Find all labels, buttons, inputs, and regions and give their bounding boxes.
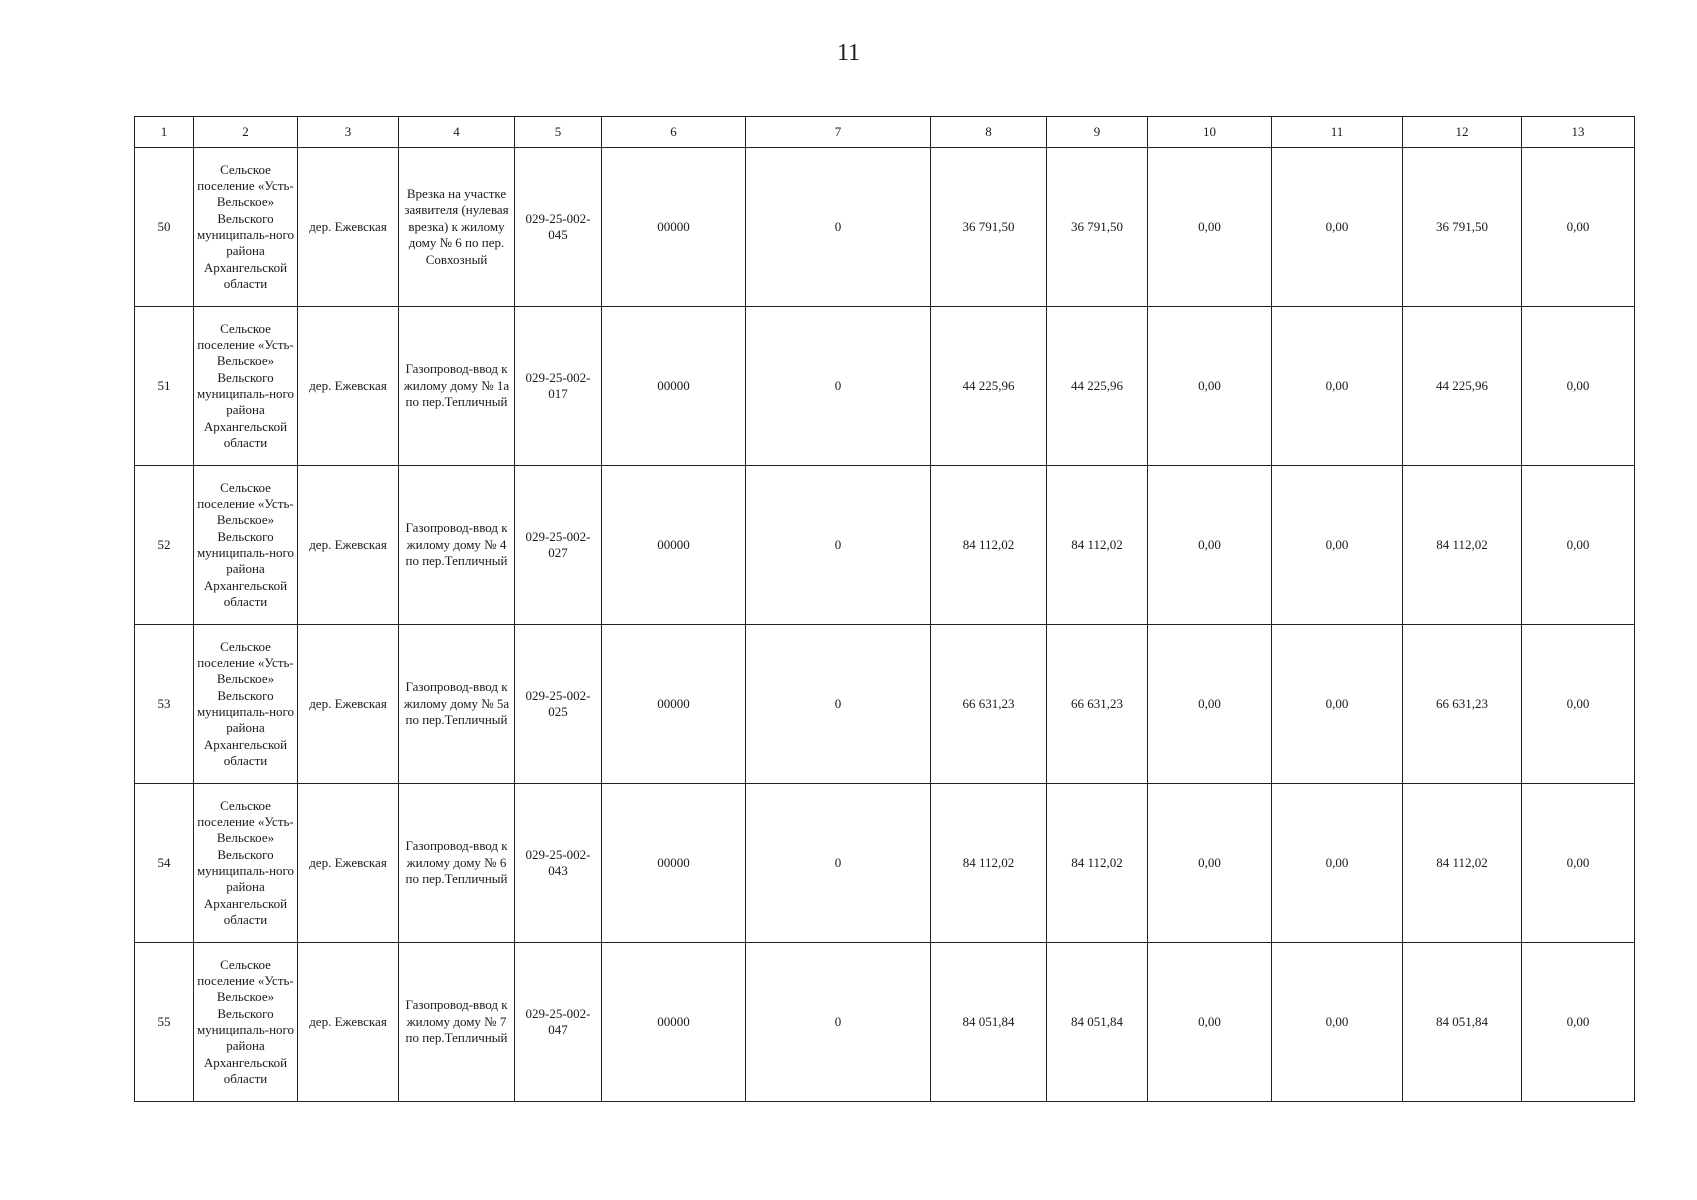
column-7-cell: 0: [746, 148, 931, 307]
column-header: 11: [1272, 117, 1403, 148]
column-9-value-cell: 84 112,02: [1047, 466, 1148, 625]
table-row: [135, 784, 1635, 943]
column-header: 12: [1403, 117, 1522, 148]
column-header: 8: [931, 117, 1047, 148]
column-12-value-cell: 66 631,23: [1403, 625, 1522, 784]
settlement-cell: дер. Ежевская: [298, 625, 399, 784]
column-header: 2: [194, 117, 298, 148]
column-11-value-cell: 0,00: [1272, 148, 1403, 307]
table-row: [135, 625, 1635, 784]
row-number-cell: 52: [135, 466, 194, 625]
column-header: 5: [515, 117, 602, 148]
settlement-cell: дер. Ежевская: [298, 943, 399, 1102]
column-10-value-cell: 0,00: [1148, 466, 1272, 625]
column-6-cell: 00000: [602, 148, 746, 307]
column-header: 1: [135, 117, 194, 148]
column-header: 7: [746, 117, 931, 148]
column-7-cell: 0: [746, 943, 931, 1102]
table-row: [135, 466, 1635, 625]
row-number-cell: 55: [135, 943, 194, 1102]
object-cell: Газопровод-ввод к жилому дому № 4 по пер.Тепличный: [399, 466, 515, 625]
column-13-value-cell: 0,00: [1522, 943, 1635, 1102]
column-10-value-cell: 0,00: [1148, 943, 1272, 1102]
column-13-value-cell: 0,00: [1522, 625, 1635, 784]
column-9-value-cell: 36 791,50: [1047, 148, 1148, 307]
column-10-value-cell: 0,00: [1148, 625, 1272, 784]
code-cell: 029-25-002-043: [515, 784, 602, 943]
column-12-value-cell: 44 225,96: [1403, 307, 1522, 466]
municipality-cell: Сельское поселение «Усть-Вельское» Вельского муниципаль-ного района Архангельской области: [194, 466, 298, 625]
column-7-cell: 0: [746, 466, 931, 625]
municipality-cell: Сельское поселение «Усть-Вельское» Вельского муниципаль-ного района Архангельской области: [194, 625, 298, 784]
code-cell: 029-25-002-025: [515, 625, 602, 784]
column-12-value-cell: 84 112,02: [1403, 466, 1522, 625]
column-7-cell: 0: [746, 625, 931, 784]
column-header: 6: [602, 117, 746, 148]
column-6-cell: 00000: [602, 307, 746, 466]
column-12-value-cell: 84 051,84: [1403, 943, 1522, 1102]
column-11-value-cell: 0,00: [1272, 784, 1403, 943]
column-9-value-cell: 84 051,84: [1047, 943, 1148, 1102]
object-cell: Врезка на участке заявителя (нулевая врезка) к жилому дому № 6 по пер. Совхозный: [399, 148, 515, 307]
column-13-value-cell: 0,00: [1522, 466, 1635, 625]
column-11-value-cell: 0,00: [1272, 307, 1403, 466]
column-header: 4: [399, 117, 515, 148]
settlement-cell: дер. Ежевская: [298, 784, 399, 943]
table-row: [135, 307, 1635, 466]
column-9-value-cell: 66 631,23: [1047, 625, 1148, 784]
column-6-cell: 00000: [602, 943, 746, 1102]
column-11-value-cell: 0,00: [1272, 625, 1403, 784]
column-8-value-cell: 84 112,02: [931, 466, 1047, 625]
column-header: 10: [1148, 117, 1272, 148]
column-6-cell: 00000: [602, 466, 746, 625]
settlement-cell: дер. Ежевская: [298, 466, 399, 625]
row-number-cell: 53: [135, 625, 194, 784]
column-header: 13: [1522, 117, 1635, 148]
settlement-cell: дер. Ежевская: [298, 307, 399, 466]
municipality-cell: Сельское поселение «Усть-Вельское» Вельского муниципаль-ного района Архангельской области: [194, 307, 298, 466]
column-12-value-cell: 84 112,02: [1403, 784, 1522, 943]
column-10-value-cell: 0,00: [1148, 148, 1272, 307]
object-cell: Газопровод-ввод к жилому дому № 1а по пер.Тепличный: [399, 307, 515, 466]
settlement-cell: дер. Ежевская: [298, 148, 399, 307]
page-number: 11: [836, 40, 861, 66]
table-row: [135, 943, 1635, 1102]
municipality-cell: Сельское поселение «Усть-Вельское» Вельского муниципаль-ного района Архангельской области: [194, 148, 298, 307]
object-cell: Газопровод-ввод к жилому дому № 6 по пер.Тепличный: [399, 784, 515, 943]
municipality-cell: Сельское поселение «Усть-Вельское» Вельского муниципаль-ного района Архангельской области: [194, 784, 298, 943]
column-10-value-cell: 0,00: [1148, 784, 1272, 943]
column-8-value-cell: 66 631,23: [931, 625, 1047, 784]
object-cell: Газопровод-ввод к жилому дому № 5а по пер.Тепличный: [399, 625, 515, 784]
column-12-value-cell: 36 791,50: [1403, 148, 1522, 307]
column-9-value-cell: 84 112,02: [1047, 784, 1148, 943]
column-13-value-cell: 0,00: [1522, 784, 1635, 943]
column-7-cell: 0: [746, 784, 931, 943]
column-8-value-cell: 84 051,84: [931, 943, 1047, 1102]
data-table-container: [134, 116, 1635, 1102]
row-number-cell: 51: [135, 307, 194, 466]
code-cell: 029-25-002-027: [515, 466, 602, 625]
column-6-cell: 00000: [602, 625, 746, 784]
column-6-cell: 00000: [602, 784, 746, 943]
table-header-row: [135, 117, 1635, 148]
object-cell: Газопровод-ввод к жилому дому № 7 по пер.Тепличный: [399, 943, 515, 1102]
column-header: 9: [1047, 117, 1148, 148]
column-11-value-cell: 0,00: [1272, 466, 1403, 625]
municipality-cell: Сельское поселение «Усть-Вельское» Вельского муниципаль-ного района Архангельской области: [194, 943, 298, 1102]
column-13-value-cell: 0,00: [1522, 148, 1635, 307]
column-8-value-cell: 84 112,02: [931, 784, 1047, 943]
code-cell: 029-25-002-017: [515, 307, 602, 466]
table-row: [135, 148, 1635, 307]
column-header: 3: [298, 117, 399, 148]
column-13-value-cell: 0,00: [1522, 307, 1635, 466]
row-number-cell: 50: [135, 148, 194, 307]
code-cell: 029-25-002-045: [515, 148, 602, 307]
code-cell: 029-25-002-047: [515, 943, 602, 1102]
column-8-value-cell: 36 791,50: [931, 148, 1047, 307]
data-table: [134, 116, 1635, 1102]
column-8-value-cell: 44 225,96: [931, 307, 1047, 466]
column-10-value-cell: 0,00: [1148, 307, 1272, 466]
column-11-value-cell: 0,00: [1272, 943, 1403, 1102]
column-7-cell: 0: [746, 307, 931, 466]
row-number-cell: 54: [135, 784, 194, 943]
column-9-value-cell: 44 225,96: [1047, 307, 1148, 466]
